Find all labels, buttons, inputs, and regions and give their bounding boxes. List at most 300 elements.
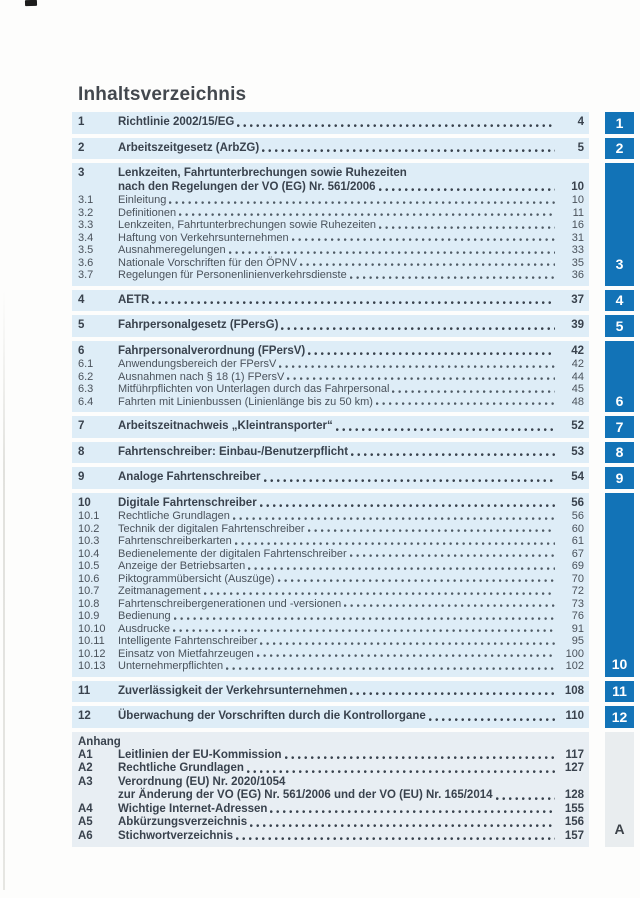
chapter-tab-label: 8 bbox=[615, 444, 624, 461]
toc-page-number: 10 bbox=[571, 180, 584, 193]
toc-entry-title: Einleitung bbox=[118, 194, 167, 206]
toc-band bbox=[72, 706, 589, 728]
toc-entry-line bbox=[118, 789, 589, 803]
toc-row bbox=[72, 548, 589, 561]
toc-page-number: 157 bbox=[564, 829, 584, 842]
toc-entry-body bbox=[118, 269, 589, 282]
toc-row bbox=[72, 446, 589, 460]
toc-entry-body bbox=[118, 294, 589, 308]
chapter-tab-3 bbox=[605, 163, 634, 286]
toc-entry-number: 10.12 bbox=[78, 647, 106, 660]
toc-entry-body bbox=[118, 710, 589, 724]
toc-entry-body bbox=[118, 194, 589, 207]
band-tab-gap bbox=[589, 681, 605, 703]
toc-entry-body bbox=[118, 523, 589, 536]
toc-entry-line bbox=[118, 383, 589, 396]
anhang-heading-label: Anhang bbox=[78, 735, 121, 748]
toc-block-5 bbox=[72, 315, 637, 337]
toc-entry-title: Einsatz von Mietfahrzeugen bbox=[118, 647, 254, 660]
toc-entry-body bbox=[118, 598, 589, 611]
toc-entry-body bbox=[118, 816, 589, 830]
toc-entry-number: 10.11 bbox=[78, 635, 105, 647]
toc-block-2 bbox=[72, 138, 637, 160]
toc-entry-body bbox=[118, 610, 589, 623]
toc-row bbox=[72, 167, 589, 194]
toc-entry-line bbox=[118, 269, 589, 282]
toc-row bbox=[72, 383, 589, 396]
chapter-tab-label: 11 bbox=[612, 683, 627, 700]
toc-page-number: 52 bbox=[571, 420, 584, 432]
toc-entry-number: 6.3 bbox=[78, 383, 94, 395]
toc-entry-title: Ausnahmen nach § 18 (1) FPersV bbox=[118, 370, 285, 383]
toc-leader-dots bbox=[350, 276, 555, 280]
toc-entry-line bbox=[118, 358, 589, 371]
toc-entry-title: Piktogrammübersicht (Auszüge) bbox=[118, 572, 275, 585]
toc-leader-dots bbox=[235, 542, 555, 546]
toc-entry-number: 5 bbox=[78, 319, 85, 331]
toc-block-12 bbox=[72, 706, 637, 728]
toc-row bbox=[72, 207, 589, 220]
toc-band bbox=[72, 732, 589, 848]
toc-entry-title: Technik der digitalen Fahrtenschreiber bbox=[118, 522, 305, 535]
toc-entry-body bbox=[118, 635, 589, 648]
toc-entry-line bbox=[118, 598, 589, 611]
toc-row bbox=[72, 803, 589, 817]
toc-entry-body bbox=[118, 232, 589, 245]
toc-page-number: 54 bbox=[571, 471, 584, 483]
toc-entry-title: Haftung von Verkehrsunternehmen bbox=[118, 231, 289, 244]
band-tab-gap bbox=[589, 467, 605, 489]
toc-page-number: 61 bbox=[571, 535, 584, 547]
toc-entry-number: A6 bbox=[78, 829, 93, 842]
chapter-tab-1 bbox=[605, 112, 634, 134]
toc-row bbox=[72, 710, 589, 724]
toc-entry-title: Wichtige Internet-Adressen bbox=[118, 802, 268, 815]
toc-entry-number: 6.2 bbox=[78, 370, 94, 383]
toc-block-11 bbox=[72, 681, 637, 703]
toc-entry-line bbox=[118, 116, 589, 130]
band-tab-gap bbox=[589, 341, 605, 413]
toc-row bbox=[72, 497, 589, 511]
toc-entry-title: Anzeige der Betriebsarten bbox=[118, 560, 246, 572]
toc-entry-line bbox=[118, 830, 589, 844]
toc-entry-number: 6 bbox=[78, 344, 85, 357]
toc-entry-body bbox=[118, 560, 589, 573]
toc-page-number: 73 bbox=[571, 597, 584, 610]
toc-row bbox=[72, 194, 589, 207]
toc-entry-body bbox=[118, 660, 589, 673]
band-tab-gap bbox=[589, 706, 605, 728]
toc-row bbox=[72, 420, 589, 434]
band-tab-gap bbox=[589, 442, 605, 464]
toc-entry-title: Rechtliche Grundlagen bbox=[118, 762, 244, 774]
toc-entry-number: 2 bbox=[78, 141, 85, 154]
toc-leader-dots bbox=[233, 517, 555, 521]
toc-page-number: 37 bbox=[571, 293, 584, 306]
chapter-tab-6 bbox=[605, 341, 634, 413]
toc-leader-dots bbox=[248, 567, 555, 571]
toc-entry-number: 3.2 bbox=[78, 206, 94, 219]
toc-page-number: 56 bbox=[571, 510, 584, 522]
toc-page-number: 156 bbox=[564, 816, 584, 828]
toc-page-number: 155 bbox=[564, 802, 584, 815]
toc-entry-body bbox=[118, 319, 589, 333]
toc-leader-dots bbox=[236, 837, 555, 841]
toc-leader-dots bbox=[264, 479, 555, 483]
toc-leader-dots bbox=[204, 592, 555, 596]
toc-row bbox=[72, 816, 589, 830]
toc-row bbox=[72, 560, 589, 573]
toc-page-number: 102 bbox=[565, 660, 584, 672]
toc-entry-title: Unternehmerpflichten bbox=[118, 660, 224, 672]
chapter-tab-label: 12 bbox=[611, 708, 628, 725]
toc-block-9 bbox=[72, 467, 637, 489]
toc-entry-body bbox=[118, 548, 589, 561]
toc-row bbox=[72, 219, 589, 232]
toc-row bbox=[72, 358, 589, 371]
toc-row bbox=[72, 635, 589, 648]
toc-entry-number: 1 bbox=[78, 116, 85, 128]
toc-band bbox=[72, 315, 589, 337]
toc-block-A bbox=[72, 732, 637, 848]
toc-leader-dots bbox=[376, 402, 555, 406]
toc-page-number: 110 bbox=[565, 710, 584, 722]
toc-entry-title: Bedienung bbox=[118, 610, 171, 622]
toc-page-number: 53 bbox=[571, 445, 584, 458]
chapter-tab-label: 3 bbox=[615, 255, 624, 272]
toc-entry-line bbox=[118, 685, 589, 699]
toc-entry-number: 10.1 bbox=[78, 510, 100, 522]
toc-leader-dots bbox=[179, 213, 555, 217]
toc-entry-line bbox=[118, 635, 589, 648]
toc-page-number: 35 bbox=[571, 256, 584, 269]
toc-entry-line bbox=[118, 194, 589, 207]
toc-entry-body bbox=[118, 623, 589, 636]
toc-leader-dots bbox=[287, 377, 555, 381]
toc-entry-body bbox=[118, 803, 589, 817]
toc-entry-body bbox=[118, 420, 589, 434]
toc-entry-body bbox=[118, 167, 589, 194]
toc-leader-dots bbox=[237, 124, 555, 128]
toc-entry-line bbox=[118, 345, 589, 359]
toc-entry-number: A4 bbox=[78, 802, 93, 815]
band-tab-gap bbox=[589, 138, 605, 160]
toc-band bbox=[72, 681, 589, 703]
toc-row bbox=[72, 471, 589, 485]
toc-page-number: 5 bbox=[577, 141, 584, 154]
toc-entry-title: Definitionen bbox=[118, 206, 177, 219]
toc-leader-dots bbox=[285, 756, 555, 760]
band-tab-gap bbox=[589, 163, 605, 286]
toc-entry-line bbox=[118, 803, 589, 817]
toc-entry-body bbox=[118, 535, 589, 548]
toc-leader-dots bbox=[379, 226, 555, 230]
toc bbox=[72, 112, 637, 847]
toc-entry-title: Regelungen für Personenlinienverkehrsdienste bbox=[118, 269, 347, 281]
toc-page-number: 76 bbox=[571, 610, 584, 622]
toc-entry-title: Fahrtenschreibergenerationen und -versionen bbox=[118, 597, 342, 610]
toc-leader-dots bbox=[257, 654, 555, 658]
toc-block-6 bbox=[72, 341, 637, 413]
toc-entry-number: 3 bbox=[78, 167, 85, 179]
toc-page-number: 36 bbox=[571, 269, 584, 281]
toc-entry-line bbox=[118, 762, 589, 776]
toc-block-1 bbox=[72, 112, 637, 134]
toc-band bbox=[72, 467, 589, 489]
toc-page-number: 16 bbox=[571, 219, 584, 231]
chapter-tab-label: 2 bbox=[615, 140, 624, 157]
toc-block-4 bbox=[72, 290, 637, 312]
toc-entry-line bbox=[118, 610, 589, 623]
toc-entry-body bbox=[118, 497, 589, 511]
toc-entry-body bbox=[118, 244, 589, 257]
toc-entry-line bbox=[118, 535, 589, 548]
chapter-tab-5 bbox=[605, 315, 634, 337]
chapter-tab-label: 1 bbox=[615, 114, 624, 131]
toc-entry-line bbox=[118, 371, 589, 384]
toc-entry-number: 10.5 bbox=[78, 560, 100, 572]
toc-row bbox=[72, 371, 589, 384]
toc-page-number: 91 bbox=[571, 622, 584, 635]
toc-band bbox=[72, 112, 589, 134]
toc-band bbox=[72, 416, 589, 438]
toc-entry-body bbox=[118, 749, 589, 763]
toc-entry-title: Fahrten mit Linienbussen (Linienlänge bis zu 50 km) bbox=[118, 395, 373, 408]
scan-artifact-mark bbox=[25, 0, 37, 6]
toc-entry-body bbox=[118, 830, 589, 844]
toc-page-number: 33 bbox=[571, 244, 584, 256]
toc-leader-dots bbox=[308, 529, 556, 533]
chapter-tab-label: 6 bbox=[615, 393, 624, 409]
toc-entry-title: Lenkzeiten, Fahrtunterbrechungen sowie Ruhezeiten bbox=[118, 167, 407, 179]
anhang-heading bbox=[72, 736, 589, 749]
toc-leader-dots bbox=[229, 251, 555, 255]
toc-page-number: 11 bbox=[572, 206, 584, 219]
toc-entry-body bbox=[118, 510, 589, 523]
toc-entry-body bbox=[118, 207, 589, 220]
toc-entry-line bbox=[118, 548, 589, 561]
toc-entry-title: nach den Regelungen der VO (EG) Nr. 561/2006 bbox=[118, 180, 376, 193]
toc-entry-number: 10.8 bbox=[78, 597, 100, 610]
toc-page-number: 44 bbox=[571, 370, 584, 383]
toc-leader-dots bbox=[152, 301, 555, 305]
toc-block-10 bbox=[72, 493, 637, 677]
band-tab-gap bbox=[589, 493, 605, 677]
toc-entry-body bbox=[118, 685, 589, 699]
toc-leader-dots bbox=[300, 263, 555, 267]
toc-entry-body bbox=[118, 396, 589, 409]
toc-entry-line bbox=[118, 471, 589, 485]
toc-leader-dots bbox=[250, 824, 555, 828]
toc-entry-number: 9 bbox=[78, 471, 85, 483]
toc-row bbox=[72, 610, 589, 623]
toc-entry-number: 12 bbox=[78, 710, 91, 722]
toc-entry-body bbox=[118, 648, 589, 661]
toc-page-number: 10 bbox=[571, 194, 584, 206]
toc-leader-dots bbox=[279, 365, 555, 369]
toc-band bbox=[72, 442, 589, 464]
toc-leader-dots bbox=[270, 810, 555, 814]
toc-entry-title: Mitführpflichten von Unterlagen durch das Fahrpersonal bbox=[118, 383, 390, 395]
toc-entry-title: Fahrpersonalverordnung (FPersV) bbox=[118, 344, 306, 357]
toc-page-number: 117 bbox=[565, 748, 584, 761]
toc-leader-dots bbox=[260, 504, 555, 508]
toc-entry-title: Nationale Vorschriften für den ÖPNV bbox=[118, 256, 298, 269]
toc-row bbox=[72, 660, 589, 673]
toc-entry-number: 7 bbox=[78, 420, 85, 432]
toc-entry-body bbox=[118, 585, 589, 598]
toc-entry-title: Lenkzeiten, Fahrtunterbrechungen sowie Ruhezeiten bbox=[118, 219, 377, 231]
toc-row bbox=[72, 648, 589, 661]
toc-entry-number: 8 bbox=[78, 445, 85, 458]
toc-entry-line bbox=[118, 181, 589, 195]
toc-row bbox=[72, 776, 589, 803]
toc-row bbox=[72, 523, 589, 536]
toc-entry-title: Anwendungsbereich der FPersV bbox=[118, 358, 277, 370]
toc-entry-line bbox=[118, 497, 589, 511]
chapter-tab-12 bbox=[605, 706, 634, 728]
toc-entry-title: Fahrtenschreiberkarten bbox=[118, 535, 232, 547]
toc-entry-number: A1 bbox=[78, 748, 93, 761]
toc-page-number: 4 bbox=[577, 116, 584, 128]
toc-entry-line bbox=[118, 749, 589, 763]
toc-page-number: 95 bbox=[571, 635, 584, 647]
toc-entry-number: 3.6 bbox=[78, 256, 94, 269]
toc-page-number: 48 bbox=[571, 395, 584, 408]
toc-entry-line bbox=[118, 585, 589, 598]
toc-page-number: 128 bbox=[564, 789, 584, 801]
chapter-tab-4 bbox=[605, 290, 634, 312]
chapter-tab-11 bbox=[605, 681, 634, 703]
toc-row bbox=[72, 319, 589, 333]
band-tab-gap bbox=[589, 315, 605, 337]
toc-row bbox=[72, 269, 589, 282]
toc-page-number: 100 bbox=[565, 647, 584, 660]
toc-entry-number: 10.10 bbox=[78, 622, 106, 635]
toc-page-number: 31 bbox=[571, 231, 584, 244]
toc-entry-body bbox=[118, 219, 589, 232]
chapter-tab-label: 9 bbox=[615, 469, 624, 486]
toc-entry-body bbox=[118, 383, 589, 396]
toc-entry-line bbox=[118, 560, 589, 573]
toc-entry-body bbox=[118, 446, 589, 460]
toc-leader-dots bbox=[278, 579, 555, 583]
toc-entry-number: 10.9 bbox=[78, 610, 100, 622]
toc-entry-line bbox=[118, 257, 589, 270]
toc-entry-body bbox=[118, 573, 589, 586]
toc-entry-title: Arbeitszeitnachweis „Kleintransporter“ bbox=[118, 420, 333, 432]
toc-leader-dots bbox=[351, 453, 555, 457]
toc-row bbox=[72, 345, 589, 359]
toc-entry-line bbox=[118, 710, 589, 724]
toc-page-number: 67 bbox=[571, 547, 584, 560]
toc-entry-number: 10 bbox=[78, 496, 91, 509]
toc-band bbox=[72, 163, 589, 286]
toc-entry-number: A3 bbox=[78, 775, 93, 788]
toc-band bbox=[72, 138, 589, 160]
toc-page-number: 56 bbox=[571, 496, 584, 509]
toc-leader-dots bbox=[292, 238, 555, 242]
toc-entry-title: Bedienelemente der digitalen Fahrtenschreiber bbox=[118, 547, 347, 560]
toc-entry-title: Arbeitszeitgesetz (ArbZG) bbox=[118, 141, 260, 154]
toc-row bbox=[72, 244, 589, 257]
toc-entry-body bbox=[118, 358, 589, 371]
toc-row bbox=[72, 598, 589, 611]
toc-entry-line bbox=[118, 207, 589, 220]
toc-entry-title: Ausdrucke bbox=[118, 622, 170, 635]
toc-leader-dots bbox=[174, 617, 555, 621]
toc-entry-line bbox=[118, 523, 589, 536]
toc-entry-line bbox=[118, 446, 589, 460]
toc-entry-title: Rechtliche Grundlagen bbox=[118, 510, 230, 522]
chapter-tab-10 bbox=[605, 493, 634, 677]
toc-entry-number: A5 bbox=[78, 816, 93, 828]
toc-entry-body bbox=[118, 345, 589, 359]
toc-page-number: 69 bbox=[571, 560, 584, 572]
toc-entry-title: Fahrpersonalgesetz (FPersG) bbox=[118, 319, 279, 331]
toc-entry-number: 10.2 bbox=[78, 522, 100, 535]
toc-entry-line bbox=[118, 244, 589, 257]
chapter-tab-7 bbox=[605, 416, 634, 438]
toc-entry-title: Digitale Fahrtenschreiber bbox=[118, 496, 257, 509]
toc-entry-title: Analoge Fahrtenschreiber bbox=[118, 471, 261, 483]
toc-leader-dots bbox=[336, 428, 555, 432]
toc-leader-dots bbox=[262, 149, 555, 153]
toc-entry-title: Verordnung (EU) Nr. 2020/1054 bbox=[118, 775, 286, 788]
toc-entry-title: Ausnahmeregelungen bbox=[118, 244, 226, 256]
toc-entry-title: Abkürzungsverzeichnis bbox=[118, 816, 248, 828]
chapter-tab-8 bbox=[605, 442, 634, 464]
toc-page-number: 108 bbox=[564, 684, 584, 697]
toc-entry-line bbox=[118, 660, 589, 673]
toc-page-number: 42 bbox=[571, 358, 584, 370]
toc-page-number: 70 bbox=[571, 572, 584, 585]
toc-block-7 bbox=[72, 416, 637, 438]
toc-entry-title: Zuverlässigkeit der Verkehrsunternehmen bbox=[118, 684, 348, 697]
toc-row bbox=[72, 762, 589, 776]
toc-block-8 bbox=[72, 442, 637, 464]
chapter-tab-label: A bbox=[614, 821, 625, 837]
toc-entry-number: 10.6 bbox=[78, 572, 100, 585]
toc-leader-dots bbox=[308, 352, 555, 356]
chapter-tab-9 bbox=[605, 467, 634, 489]
toc-page-number: 45 bbox=[571, 383, 584, 395]
toc-row bbox=[72, 294, 589, 308]
toc-entry-line bbox=[118, 816, 589, 830]
toc-entry-body bbox=[118, 776, 589, 803]
toc-row bbox=[72, 749, 589, 763]
toc-entry-line bbox=[118, 232, 589, 245]
toc-page-number: 42 bbox=[571, 344, 584, 357]
toc-leader-dots bbox=[392, 390, 555, 394]
toc-leader-dots bbox=[379, 188, 555, 192]
band-tab-gap bbox=[589, 732, 605, 848]
chapter-tab-label: 7 bbox=[615, 418, 624, 435]
band-tab-gap bbox=[589, 416, 605, 438]
toc-page-number: 127 bbox=[564, 762, 584, 774]
toc-row bbox=[72, 535, 589, 548]
toc-entry-number: 10.13 bbox=[78, 660, 106, 672]
toc-row bbox=[72, 830, 589, 844]
toc-entry-line bbox=[118, 319, 589, 333]
toc-leader-dots bbox=[247, 770, 555, 774]
toc-entry-title: AETR bbox=[118, 293, 150, 306]
toc-entry-title: Richtlinie 2002/15/EG bbox=[118, 116, 235, 128]
toc-row bbox=[72, 257, 589, 270]
band-tab-gap bbox=[589, 290, 605, 312]
toc-entry-number: 3.5 bbox=[78, 244, 94, 256]
toc-entry-body bbox=[118, 257, 589, 270]
